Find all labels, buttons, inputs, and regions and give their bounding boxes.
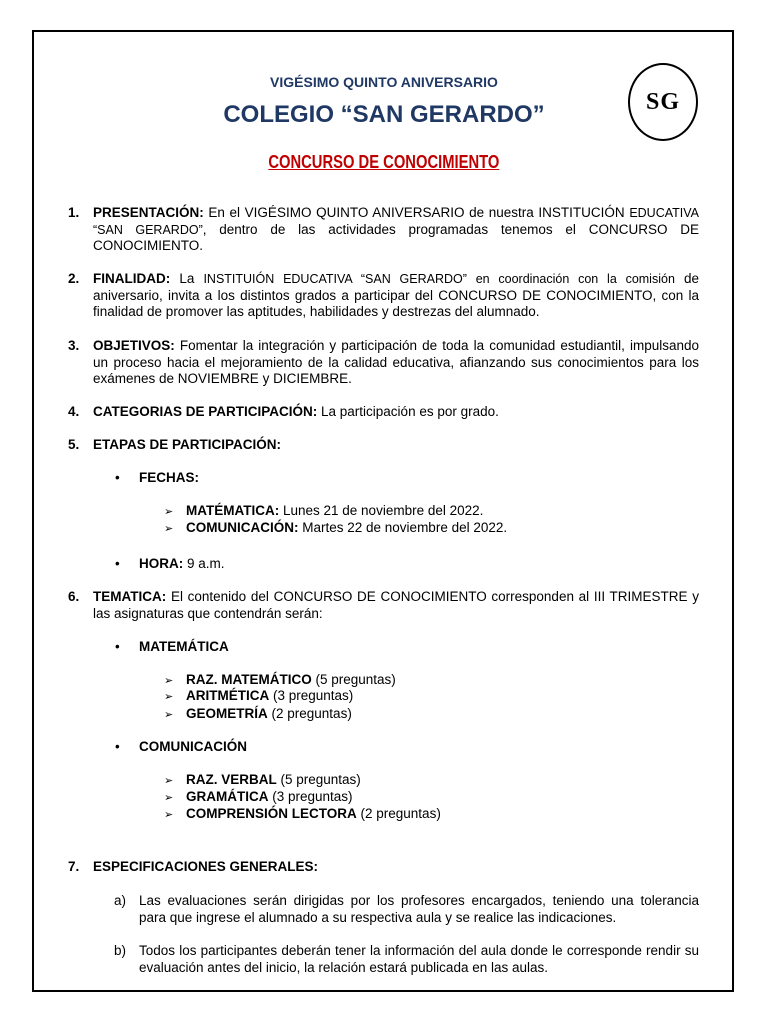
arrow-icon: ➢ — [164, 809, 174, 821]
arrow-icon: ➢ — [164, 523, 174, 535]
fechas-label: FECHAS: — [139, 470, 199, 485]
list-item: GRAMÁTICA (3 preguntas) — [186, 789, 353, 804]
bullet-icon: • — [115, 739, 120, 754]
arrow-icon: ➢ — [164, 709, 174, 721]
arrow-icon: ➢ — [164, 506, 174, 518]
item-b-letter: b) — [114, 943, 127, 958]
section-3-objetivos: OBJETIVOS: Fomentar la integración y participación de toda la comunidad estudiantil, impulsando un proceso hacia el mejoramiento de la calidad educativa, afianzando sus conocimientos para los exámenes de NOVIEMBRE y DICIEMBRE. — [93, 338, 699, 386]
section-7-especificaciones: ESPECIFICACIONES GENERALES: — [93, 859, 319, 874]
section-5-etapas: ETAPAS DE PARTICIPACIÓN: — [93, 437, 282, 452]
section-1-number: 1. — [68, 205, 80, 220]
section-5-number: 5. — [68, 437, 80, 452]
arrow-icon: ➢ — [164, 691, 174, 703]
bullet-icon: • — [115, 470, 120, 485]
list-item: ARITMÉTICA (3 preguntas) — [186, 688, 354, 703]
item-a-letter: a) — [114, 893, 127, 908]
section-4-categorias: CATEGORIAS DE PARTICIPACIÓN: La participación es por grado. — [93, 404, 499, 419]
item-a-text: Las evaluaciones serán dirigidas por los profesores encargados, teniendo una tolerancia para que ingrese el alumnado a su respectiva aula y se realice las indicaciones. — [139, 893, 699, 925]
fecha-matematica: MATÉMATICA: Lunes 21 de noviembre del 2022. — [186, 503, 484, 518]
school-seal-logo: SG — [628, 63, 698, 141]
comunicacion-heading: COMUNICACIÓN — [139, 739, 247, 754]
school-title: COLEGIO “SAN GERARDO” — [223, 101, 545, 128]
anniversary-heading: VIGÉSIMO QUINTO ANIVERSARIO — [270, 74, 498, 90]
item-b-text: Todos los participantes deberán tener la información del aula donde le corresponde rendir su evaluación antes del inicio, la relación estará publicada en las aulas. — [139, 943, 699, 975]
arrow-icon: ➢ — [164, 775, 174, 787]
arrow-icon: ➢ — [164, 675, 174, 687]
section-7-number: 7. — [68, 859, 80, 874]
list-item: RAZ. VERBAL (5 preguntas) — [186, 772, 361, 787]
section-6-number: 6. — [68, 589, 80, 604]
arrow-icon: ➢ — [164, 792, 174, 804]
section-2-number: 2. — [68, 271, 80, 286]
section-2-finalidad: FINALIDAD: La INSTITUIÓN EDUCATIVA “SAN GERARDO” en coordinación con la comisión de aniversario, invita a los distintos grados a participar del CONCURSO DE CONOCIMIENTO, con la finalidad de promover las aptitudes, habilidades y destrezas del alumnado. — [93, 271, 699, 319]
section-4-number: 4. — [68, 404, 80, 419]
list-item: COMPRENSIÓN LECTORA (2 preguntas) — [186, 806, 441, 821]
contest-title: CONCURSO DE CONOCIMIENTO — [268, 152, 500, 172]
section-3-number: 3. — [68, 338, 80, 353]
fecha-comunicacion: COMUNICACIÓN: Martes 22 de noviembre del 2022. — [186, 520, 508, 535]
section-6-tematica: TEMATICA: El contenido del CONCURSO DE CONOCIMIENTO corresponden al III TRIMESTRE y las asignaturas que contendrán serán: — [93, 589, 699, 621]
hora-item: HORA: 9 a.m. — [139, 556, 225, 571]
bullet-icon: • — [115, 639, 120, 654]
matematica-heading: MATEMÁTICA — [139, 639, 229, 654]
section-1-presentacion: PRESENTACIÓN: En el VIGÉSIMO QUINTO ANIVERSARIO de nuestra INSTITUCIÓN EDUCATIVA “SAN GERARDO”, dentro de las actividades programadas tenemos el CONCURSO DE CONOCIMIENTO. — [93, 205, 700, 253]
list-item: RAZ. MATEMÁTICO (5 preguntas) — [186, 672, 396, 687]
list-item: GEOMETRÍA (2 preguntas) — [186, 706, 352, 721]
bullet-icon: • — [115, 556, 120, 571]
